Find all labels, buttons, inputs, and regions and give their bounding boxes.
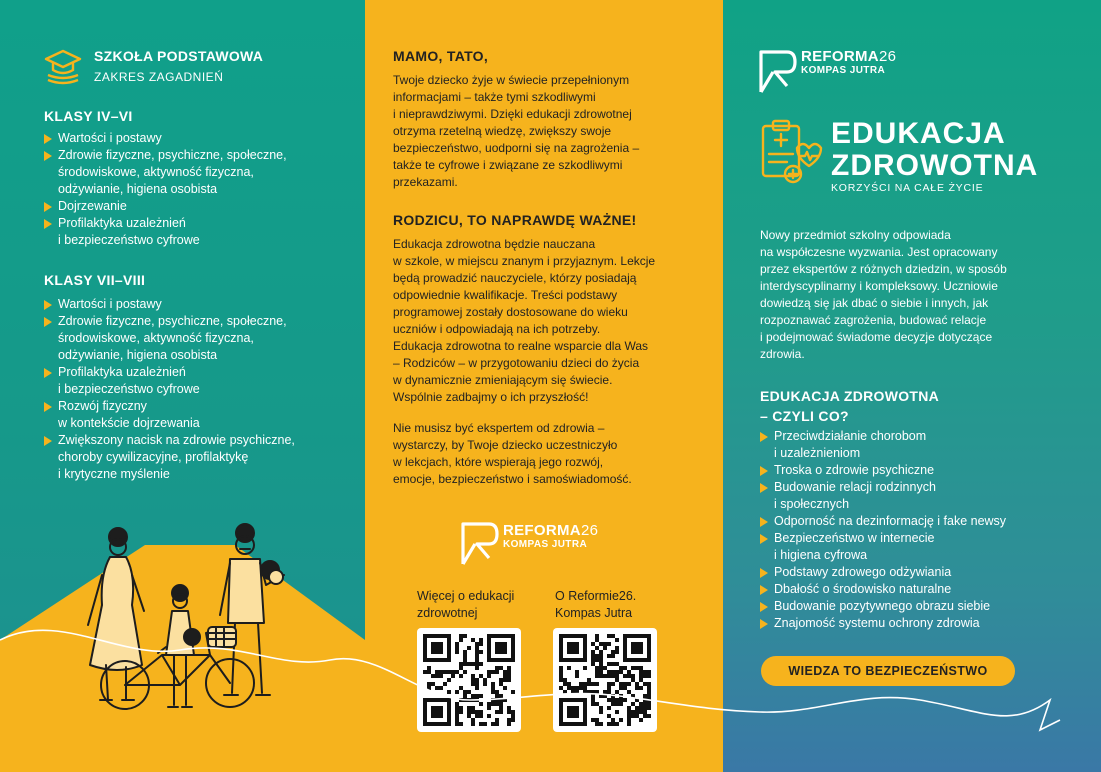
list-item: Budowanie relacji rodzinnych i społecznych (760, 479, 1080, 513)
list-item: Podstawy zdrowego odżywiania (760, 564, 1080, 581)
parents-heading: MAMO, TATO, (393, 48, 489, 64)
school-title: SZKOŁA PODSTAWOWA (94, 48, 264, 64)
qr2-label: O Reformie26. Kompas Jutra (555, 589, 637, 620)
list-item: Zdrowie fizyczne, psychiczne, społeczne, środowiskowe, aktywność fizyczna, odżywianie, higiena osobista (44, 313, 344, 364)
main-title-line2: ZDROWOTNA (831, 149, 1039, 182)
list-item: Dojrzewanie (44, 198, 344, 215)
qr-code-reform[interactable] (553, 628, 657, 732)
list-item: Dbałość o środowisko naturalne (760, 581, 1080, 598)
brand-block-right: REFORMA26 KOMPAS JUTRA (801, 48, 897, 76)
health-checklist-icon (759, 118, 825, 188)
list-item: Przeciwdziałanie chorobom i uzależnieniom (760, 428, 1080, 462)
reforma-logo-icon (757, 48, 797, 94)
topics-list-iv-vi (44, 130, 344, 249)
benefits-subtitle: KORZYŚCI NA CAŁE ŻYCIE (831, 182, 984, 194)
right-panel (723, 0, 1101, 772)
important-heading: RODZICU, TO NAPRAWDĘ WAŻNE! (393, 212, 637, 228)
list-item: Znajomość systemu ochrony zdrowia (760, 615, 1080, 632)
list-item: Budowanie pozytywnego obrazu siebie (760, 598, 1080, 615)
list-item: Wartości i postawy (44, 130, 344, 147)
intro-paragraph: Nowy przedmiot szkolny odpowiada na współczesne wyzwania. Jest opracowany przez ekspertów z różnych dziedzin, w sposób interdyscyplinarny i kompleksowy. Uczniowie dowiedzą się jak dbać o siebie i innych, jak rozpoznawać zagrożenia, budować relacje i podejmować świadome decyzje dotyczące zdrowia. (760, 228, 1007, 361)
important-paragraph: Edukacja zdrowotna będzie nauczana w szkole, w miejscu znanym i przyjaznym. Lekcje będą prowadzić nauczyciele, którzy posiadają odpowiednie kwalifikacje. Treści podstawy programowej zostały dostosowane do wieku uczniów i odpowiadają na ich potrzeby. Edukacja zdrowotna to realne wsparcie dla Was – Rodziców – w przygotowaniu dzieci do życia w dynamicznie zmieniającym się świecie. Wspólnie zadbajmy o ich przyszłość! (393, 237, 656, 404)
list-item: Profilaktyka uzależnień i bezpieczeństwo cyfrowe (44, 215, 344, 249)
section-heading-vii-viii: KLASY VII–VIII (44, 272, 146, 288)
list-item: Rozwój fizyczny w kontekście dojrzewania (44, 398, 344, 432)
list-item: Zwiększony nacisk na zdrowie psychiczne, choroby cywilizacyjne, profilaktykę i krytyczne myślenie (44, 432, 344, 483)
school-subtitle: ZAKRES ZAGADNIEŃ (94, 70, 224, 84)
left-panel (0, 0, 365, 772)
list-item: Bezpieczeństwo w internecie i higiena cyfrowa (760, 530, 1080, 564)
list-item: Wartości i postawy (44, 296, 344, 313)
reforma-logo-icon (459, 520, 499, 566)
list-item: Zdrowie fizyczne, psychiczne, społeczne, środowiskowe, aktywność fizyczna, odżywianie, higiena osobista (44, 147, 344, 198)
parents-paragraph: Twoje dziecko żyje w świecie przepełnionym informacjami – także tymi szkodliwymi i nieprawdziwymi. Dzięki edukacji zdrowotnej otrzyma rzetelną wiedzę, zwiększy swoje bezpieczeństwo, uodporni się na zagrożenia – także te cyfrowe i związane ze szkodliwymi przekazami. (393, 73, 640, 189)
list-item: Odporność na dezinformację i fake newsy (760, 513, 1080, 530)
section-heading-iv-vi: KLASY IV–VI (44, 108, 133, 124)
middle-panel (365, 0, 723, 772)
expert-paragraph: Nie musisz być ekspertem od zdrowia – wystarczy, by Twoje dziecko uczestniczyło w lekcjach, które wspierają jego rozwój, emocje, bezpieczeństwo i samoświadomość. (393, 421, 632, 486)
topics-list-vii-viii (44, 296, 344, 483)
graduation-cap-icon (44, 47, 82, 85)
qr1-label: Więcej o edukacji zdrowotnej (417, 589, 515, 620)
qr-code-health-education[interactable] (417, 628, 521, 732)
list-item: Troska o zdrowie psychiczne (760, 462, 1080, 479)
list-item: Profilaktyka uzależnień i bezpieczeństwo cyfrowe (44, 364, 344, 398)
main-title-line1: EDUKACJA (831, 117, 1006, 150)
what-is-heading: EDUKACJA ZDROWOTNA – CZYLI CO? (760, 388, 940, 424)
family-bicycle-illustration (70, 515, 300, 720)
topics-list-right (760, 428, 1080, 632)
cta-button[interactable]: WIEDZA TO BEZPIECZEŃSTWO (761, 656, 1015, 686)
brand-block-middle: REFORMA26 KOMPAS JUTRA (503, 522, 599, 550)
